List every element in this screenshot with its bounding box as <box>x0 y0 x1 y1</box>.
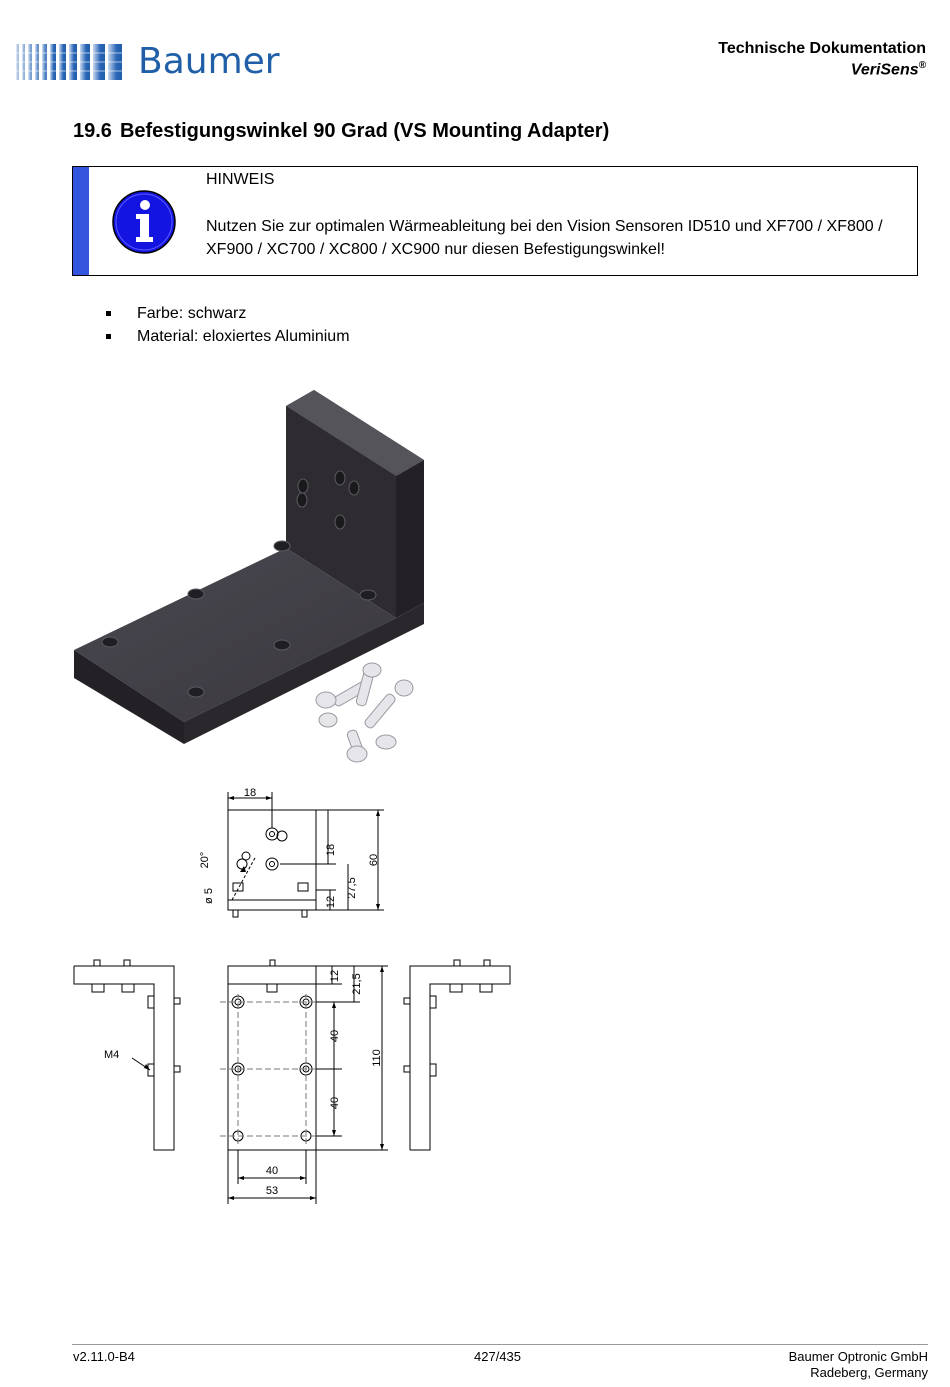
technical-drawing <box>70 780 530 1210</box>
note-title: HINWEIS <box>206 171 275 188</box>
note-text: Nutzen Sie zur optimalen Wärmeableitung bei den Vision Sensoren ID510 und XF700 / XF800 / XF900 / XC700 / XC800 / XC900 nur diesen Befestigungswinkel! <box>206 218 883 258</box>
dim-label: 110 <box>371 1049 383 1067</box>
list-item: Material: eloxiertes Aluminium <box>100 325 350 348</box>
section-number: 19.6 <box>73 120 112 142</box>
dim-label: 40 <box>329 1096 341 1110</box>
dim-label: ø 5 <box>203 888 215 904</box>
logo-wordmark: Baumer <box>138 41 280 82</box>
document-title: Technische Dokumentation <box>718 40 926 57</box>
dim-label: 12 <box>325 895 337 909</box>
property-list <box>100 302 350 348</box>
section-heading <box>73 120 609 143</box>
dim-label: 40 <box>265 1165 279 1177</box>
dim-label: 27,5 <box>346 877 358 899</box>
dim-label: 53 <box>265 1185 279 1197</box>
footer-company <box>789 1349 928 1381</box>
dim-label: 21,5 <box>351 973 363 995</box>
company-name: Baumer Optronic GmbH <box>788 1349 928 1364</box>
dim-label: 18 <box>243 787 257 799</box>
dim-label: 40 <box>329 1029 341 1043</box>
note-box <box>72 166 918 276</box>
dim-label: M4 <box>104 1049 120 1061</box>
footer-version: v2.11.0-B4 <box>73 1349 135 1364</box>
dim-label: 18 <box>325 843 337 857</box>
dim-label: 60 <box>368 853 380 867</box>
dim-label: 12 <box>329 969 341 983</box>
info-icon <box>111 189 177 255</box>
footer-page-number: 427/435 <box>474 1349 521 1364</box>
list-item: Farbe: schwarz <box>100 302 350 325</box>
product-name: VeriSens® <box>850 60 926 79</box>
mounting-bracket-image <box>70 388 430 768</box>
dim-label: 20° <box>199 851 211 869</box>
section-title: Befestigungswinkel 90 Grad (VS Mounting Adapter) <box>119 120 610 142</box>
company-location: Radeberg, Germany <box>810 1365 928 1380</box>
note-accent-bar <box>73 167 89 275</box>
footer-divider <box>72 1344 928 1345</box>
